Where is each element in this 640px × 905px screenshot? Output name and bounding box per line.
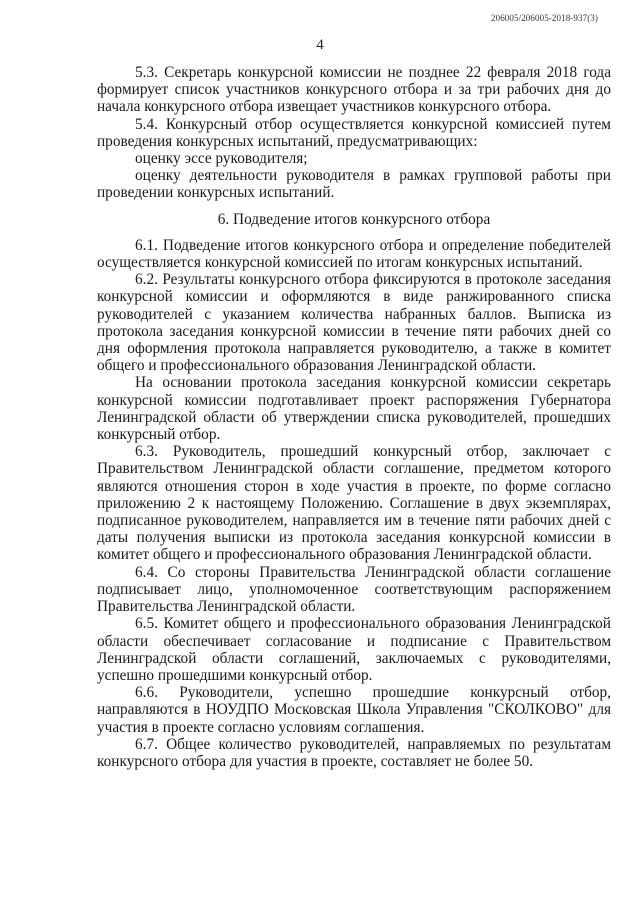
paragraph-6-3: 6.3. Руководитель, прошедший конкурсный отбор, заключает с Правительством Ленинградской области соглашение, предметом которого являются отношения сторон в ходе участия в проекте, по форме согласно приложению 2 к настоящему Положению. Соглашение в двух экземплярах, подписанное руководителем, направляется им в течение пяти рабочих дней с даты получения выписки из протокола заседания конкурсной комиссии в комитет общего и профессионального образования Ленинградской области.: [97, 443, 611, 564]
document-body: [97, 64, 611, 770]
paragraph-6-4: 6.4. Со стороны Правительства Ленинградской области соглашение подписывает лицо, уполномоченное соответствующим распоряжением Правительства Ленинградской области.: [97, 563, 611, 616]
paragraph-6-5: 6.5. Комитет общего и профессионального образования Ленинградской области обеспечивает согласование и подписание с Правительством Ленинградской области соглашений, заключаемых с руководителями, успешно прошедшими конкурсный отбор.: [97, 615, 611, 684]
list-item-group-work: оценку деятельности руководителя в рамках групповой работы при проведении конкурсных испытаний.: [97, 167, 611, 202]
paragraph-6-2: 6.2. Результаты конкурсного отбора фиксируются в протоколе заседания конкурсной комиссии и оформляются в виде ранжированного списка руководителей с указанием количества набранных баллов. Выписка из протокола заседания конкурсной комиссии в течение пяти рабочих дней со дня оформления протокола направляется руководителю, а также в комитет общего и профессионального образования Ленинградской области.: [97, 271, 611, 375]
paragraph-protocol: На основании протокола заседания конкурсной комиссии секретарь конкурсной комиссии подготавливает проект распоряжения Губернатора Ленинградской области об утверждении списка руководителей, прошедших конкурсный отбор.: [97, 374, 611, 444]
paragraph-6-1: 6.1. Подведение итогов конкурсного отбора и определение победителей осуществляется конкурсной комиссией по итогам конкурсных испытаний.: [97, 236, 611, 272]
document-id: 206005/206005-2018-937(3): [491, 13, 598, 23]
page-number: 4: [316, 37, 324, 53]
paragraph-6-7: 6.7. Общее количество руководителей, направляемых по результатам конкурсного отбора для участия в проекте, составляет не более 50.: [97, 735, 611, 770]
section-heading: 6. Подведение итогов конкурсного отбора: [217, 210, 491, 228]
list-item-essay: оценку эссе руководителя;: [135, 150, 308, 168]
paragraph-6-6: 6.6. Руководители, успешно прошедшие конкурсный отбор, направляются в НОУДПО Московская Школа Управления "СКОЛКОВО" для участия в проекте согласно условиям соглашения.: [97, 684, 611, 736]
paragraph-5-3: 5.3. Секретарь конкурсной комиссии не позднее 22 февраля 2018 года формирует список участников конкурсного отбора и за три рабочих дня до начала конкурсного отбора извещает участников конкурсного отбора.: [97, 64, 611, 116]
paragraph-5-4: 5.4. Конкурсный отбор осуществляется конкурсной комиссией путем проведения конкурсных испытаний, предусматривающих:: [97, 115, 611, 150]
